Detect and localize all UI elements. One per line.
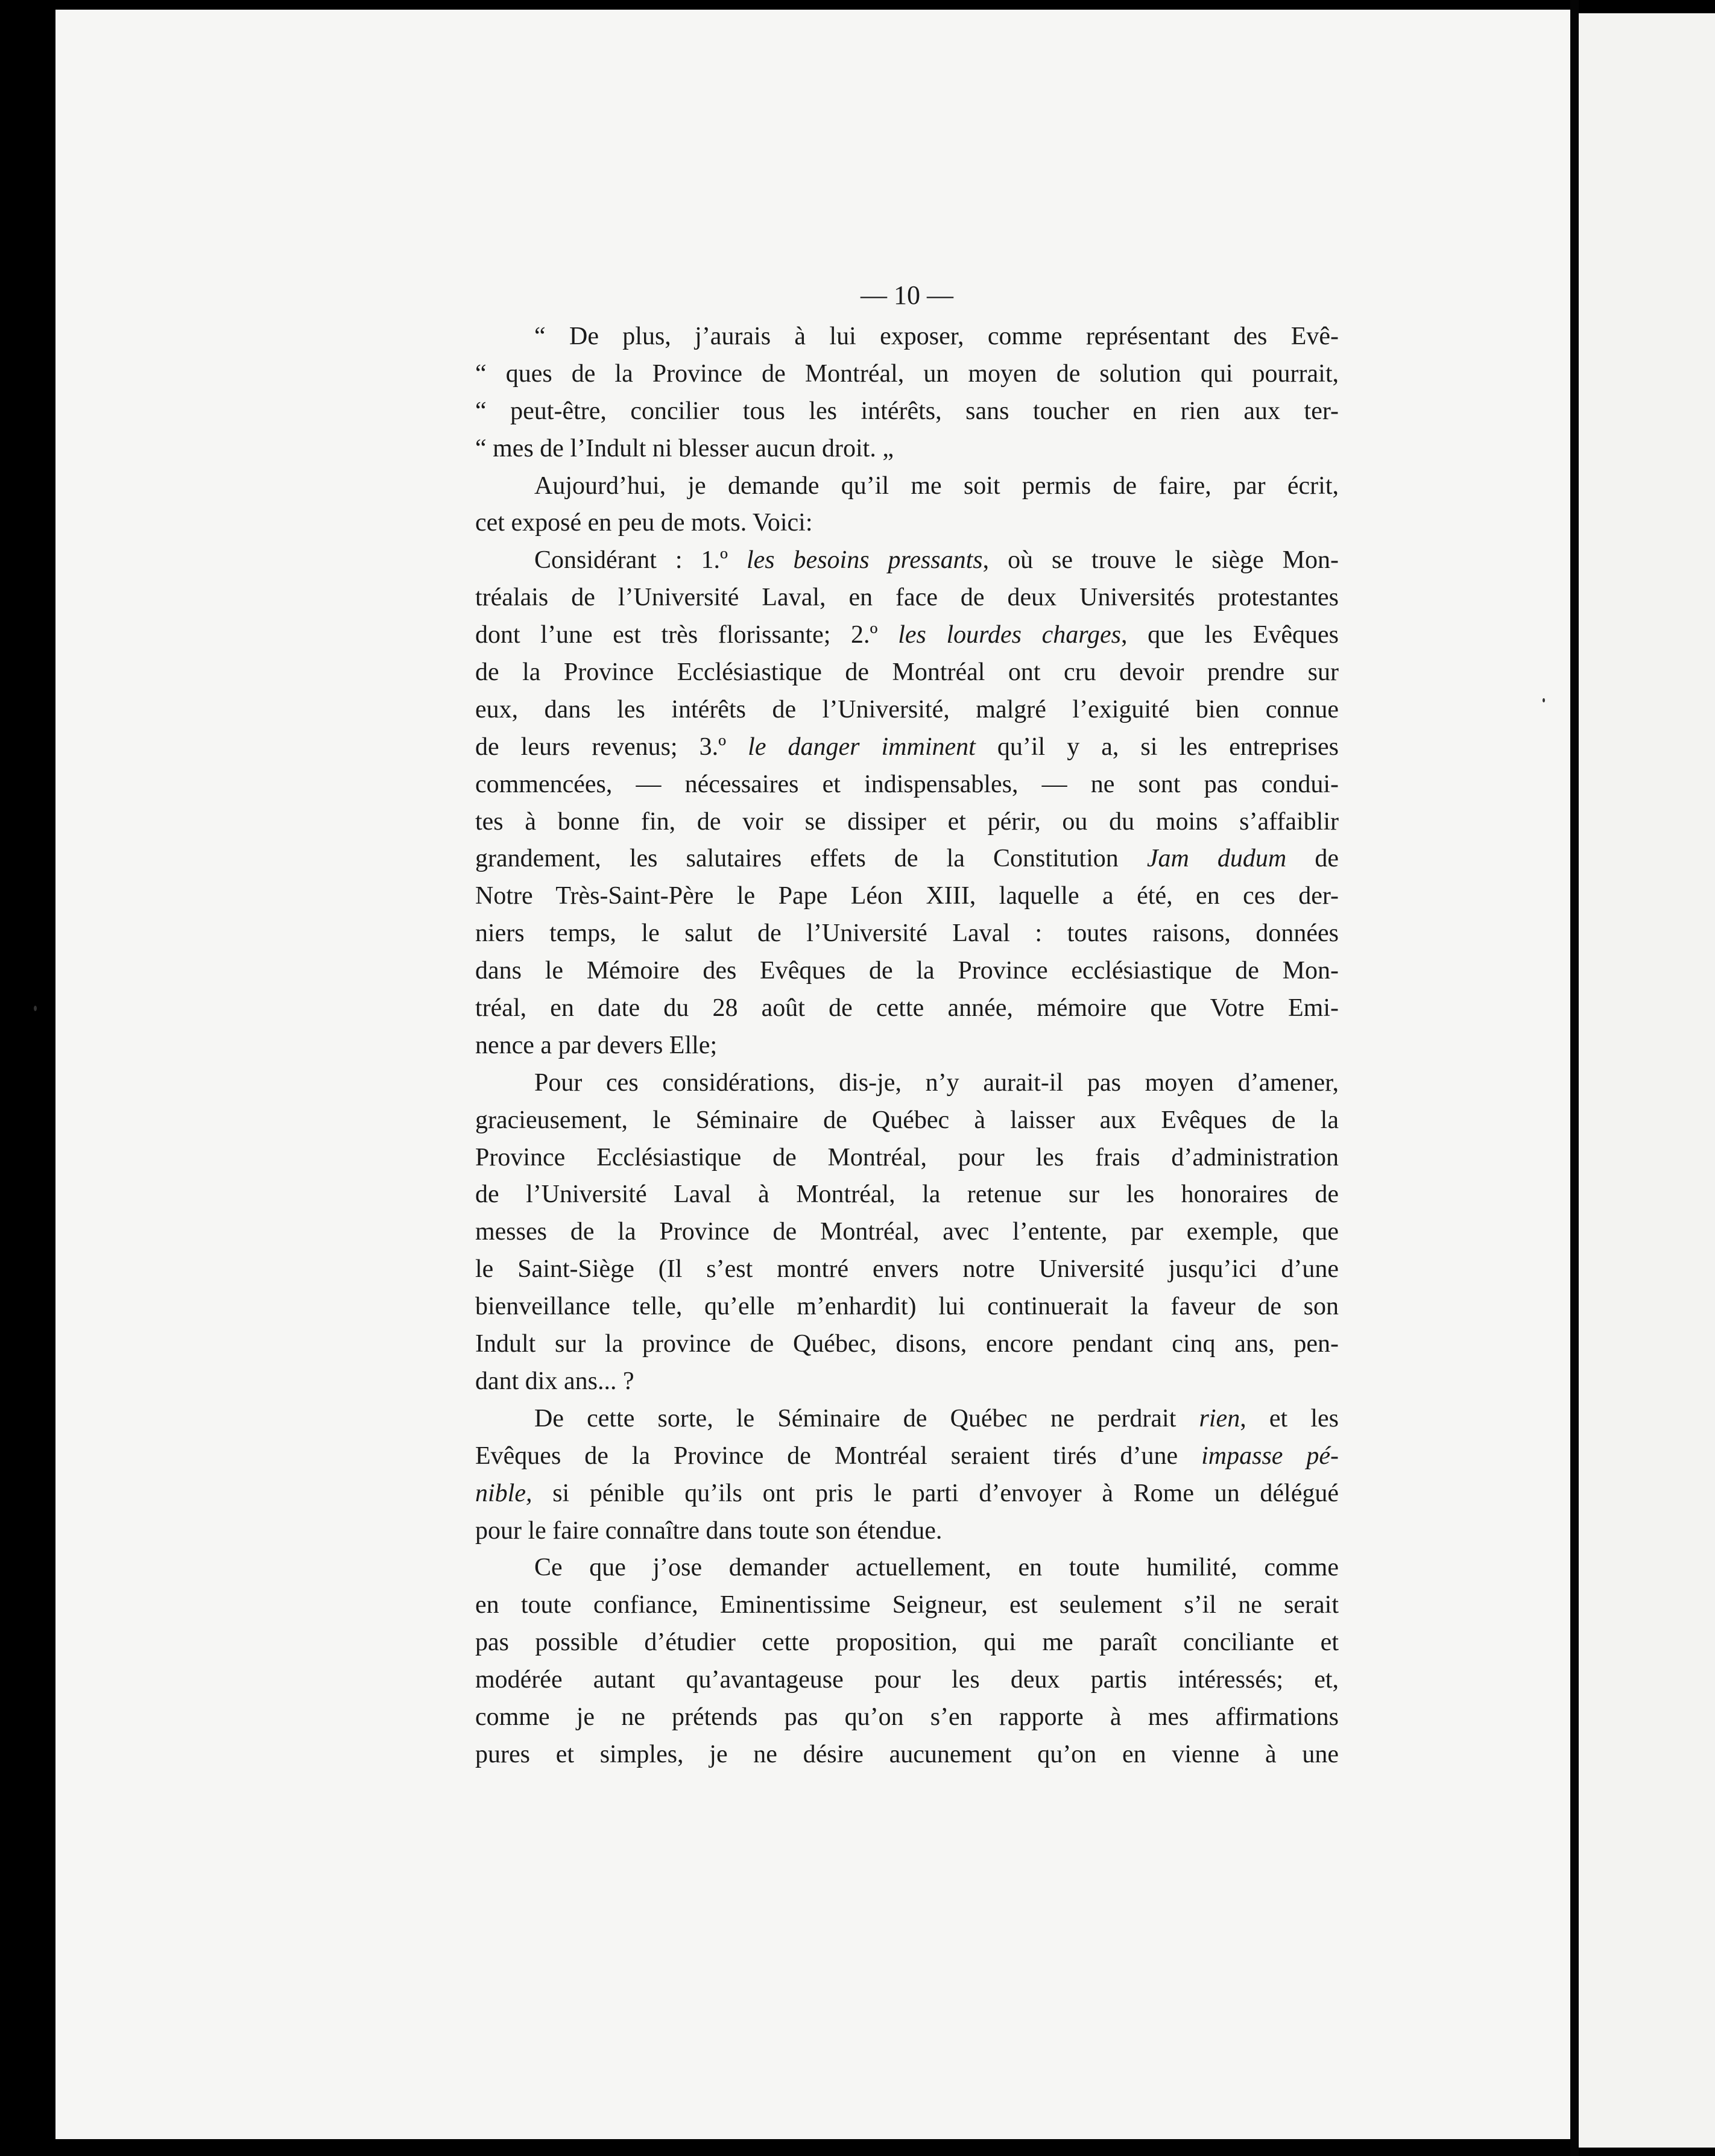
text-segment: si pénible qu’ils ont pris le parti d’envoyer à Rome un délégué (532, 1479, 1339, 1507)
text-line (475, 1027, 1339, 1065)
text-segment: pas possible d’étudier cette proposition, qui me paraît conciliante et (475, 1628, 1339, 1657)
page-gutter (1570, 0, 1579, 2156)
text-segment: Indult sur la province de Québec, disons, encore pendant cinq ans, pen- (475, 1330, 1339, 1358)
text-line (475, 915, 1339, 953)
italic-text: le danger imminent (748, 733, 976, 761)
text-segment: dans le Mémoire des Evêques de la Province ecclésiastique de Mon- (475, 957, 1339, 985)
page-number: — 10 — (861, 280, 953, 310)
text-segment: Considérant : 1.º (534, 546, 747, 575)
body-text (475, 318, 1339, 1774)
text-line (475, 1662, 1339, 1699)
text-line (475, 878, 1339, 915)
text-line (475, 1401, 1339, 1438)
text-segment: , que les Evêques (1121, 621, 1339, 649)
text-segment: nence a par devers Elle; (475, 1031, 718, 1059)
text-segment: “ De plus, j’aurais à lui exposer, comme représentant des Evê- (534, 323, 1339, 350)
facing-page-edge (1579, 13, 1715, 2148)
text-line (475, 1363, 1339, 1401)
text-line (475, 1736, 1339, 1774)
text-segment: pures et simples, je ne désire aucunement qu’on en vienne à une (475, 1740, 1339, 1768)
text-line (475, 505, 1339, 542)
page-text (475, 273, 1339, 1774)
text-segment: dant dix ans... ? (475, 1367, 634, 1395)
text-segment: tréal, en date du 28 août de cette année, mémoire que Votre Emi- (475, 994, 1339, 1023)
text-line (475, 617, 1339, 654)
text-line (475, 1139, 1339, 1177)
italic-text: les lourdes charges (898, 621, 1121, 649)
text-line (475, 1102, 1339, 1139)
text-segment: Notre Très-Saint-Père le Pape Léon XIII, laquelle a été, en ces der- (475, 882, 1339, 910)
text-segment: de la Province Ecclésiastique de Montréal ont cru devoir prendre sur (475, 658, 1339, 687)
text-line (475, 356, 1339, 393)
text-segment: , et les (1240, 1404, 1339, 1433)
text-segment: cet exposé en peu de mots. Voici: (475, 509, 813, 537)
text-segment: tes à bonne fin, de voir se dissiper et périr, ou du moins s’affaiblir (475, 807, 1339, 836)
text-segment: Province Ecclésiastique de Montréal, pour les frais d’administration (475, 1143, 1339, 1171)
text-segment: eux, dans les intérêts de l’Université, malgré l’exiguité bien connue (475, 695, 1339, 723)
text-segment: Evêques de la Province de Montréal seraient tirés d’une (475, 1442, 1202, 1470)
text-segment: “ mes de l’Indult ni blesser aucun droit. „ (475, 434, 894, 462)
text-segment: “ peut-être, concilier tous les intérêts, sans toucher en rien aux ter- (475, 397, 1339, 425)
text-segment: Pour ces considérations, dis-je, n’y aurait-il pas moyen d’amener, (534, 1068, 1339, 1097)
text-segment: tréalais de l’Université Laval, en face de deux Universités protestantes (475, 584, 1339, 612)
text-segment: De cette sorte, le Séminaire de Québec ne perdrait (534, 1404, 1199, 1433)
text-line (475, 1176, 1339, 1214)
text-segment: le Saint-Siège (Il s’est montré envers notre Université jusqu’ici d’une (475, 1255, 1339, 1284)
text-segment: modérée autant qu’avantageuse pour les deux partis intéressés; et, (475, 1666, 1339, 1694)
text-segment: comme je ne prétends pas qu’on s’en rapporte à mes affirmations (475, 1703, 1339, 1731)
italic-text: nible, (475, 1479, 532, 1507)
text-segment: qu’il y a, si les entreprises (975, 733, 1339, 761)
text-line (475, 430, 1339, 468)
text-segment: gracieusement, le Séminaire de Québec à laisser aux Evêques de la (475, 1106, 1339, 1134)
text-segment: commencées, — nécessaires et indispensables, — ne sont pas condui- (475, 770, 1339, 798)
italic-text: les besoins pressants (746, 546, 983, 575)
text-segment: niers temps, le salut de l’Université Laval : toutes raisons, données (475, 919, 1339, 948)
text-line (475, 990, 1339, 1027)
text-segment: en toute confiance, Eminentissime Seigneur, est seulement s’il ne serait (475, 1591, 1339, 1619)
text-line (475, 766, 1339, 804)
scan-speck (34, 1006, 37, 1011)
text-segment: bienveillance telle, qu’elle m’enhardit) lui continuerait la faveur de son (475, 1293, 1339, 1321)
text-line (475, 1214, 1339, 1251)
italic-text: impasse pé- (1201, 1442, 1339, 1470)
text-line (475, 542, 1339, 579)
text-line (475, 318, 1339, 356)
text-line (475, 804, 1339, 841)
text-segment: grandement, les salutaires effets de la Constitution (475, 845, 1147, 873)
text-line (475, 1624, 1339, 1662)
text-line (475, 579, 1339, 617)
text-line (475, 1251, 1339, 1288)
text-segment: Aujourd’hui, je demande qu’il me soit permis de faire, par écrit, (534, 471, 1339, 500)
text-line (475, 729, 1339, 766)
text-segment: pour le faire connaître dans toute son étendue. (475, 1516, 943, 1545)
italic-text: Jam dudum (1146, 845, 1287, 873)
text-segment: de leurs revenus; 3.º (475, 733, 748, 761)
text-line (475, 1475, 1339, 1513)
text-line (475, 654, 1339, 692)
text-line (475, 840, 1339, 878)
text-segment: dont l’une est très florissante; 2.º (475, 621, 899, 649)
text-line (475, 393, 1339, 430)
text-line (475, 1438, 1339, 1475)
text-line (475, 1065, 1339, 1102)
text-line (475, 1326, 1339, 1363)
text-segment: “ ques de la Province de Montréal, un moyen de solution qui pourrait, (475, 359, 1339, 388)
text-segment: Ce que j’ose demander actuellement, en toute humilité, comme (534, 1554, 1339, 1582)
text-line (475, 1549, 1339, 1587)
text-line (475, 1587, 1339, 1624)
text-line (475, 953, 1339, 990)
italic-text: rien (1199, 1404, 1240, 1433)
text-line (475, 468, 1339, 505)
text-segment: messes de la Province de Montréal, avec l’entente, par exemple, que (475, 1218, 1339, 1246)
scan-speck (1543, 698, 1545, 702)
text-segment: de (1286, 845, 1339, 873)
text-line (475, 692, 1339, 729)
text-segment: , où se trouve le siège Mon- (982, 546, 1339, 575)
text-line (475, 1513, 1339, 1550)
text-line (475, 1288, 1339, 1326)
text-line (475, 1699, 1339, 1736)
text-segment: de l’Université Laval à Montréal, la retenue sur les honoraires de (475, 1180, 1339, 1209)
